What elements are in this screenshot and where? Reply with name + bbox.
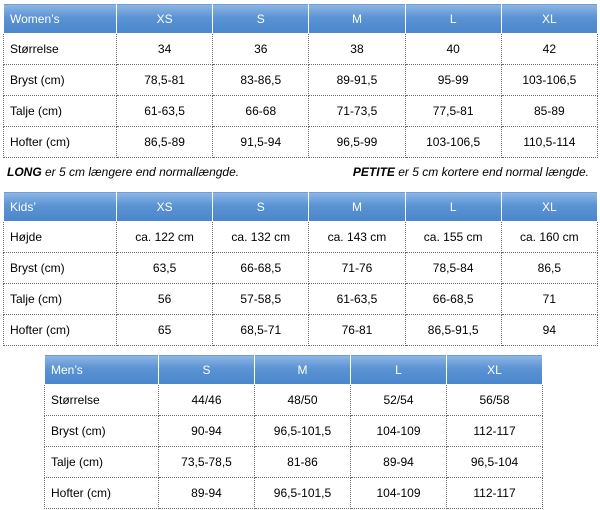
table-row xyxy=(45,385,543,416)
table-row xyxy=(4,284,598,315)
table-cell: 103-106,5 xyxy=(405,127,501,158)
table-cell: 66-68,5 xyxy=(213,253,309,284)
row-label: Bryst (cm) xyxy=(45,416,159,447)
table-header-row xyxy=(4,4,598,34)
table-cell: 48/50 xyxy=(255,385,351,416)
table-row xyxy=(45,416,543,447)
table-row xyxy=(45,478,543,509)
row-label: Højde xyxy=(4,222,117,253)
size-header: XL xyxy=(501,4,597,34)
table-cell: 61-63,5 xyxy=(117,96,213,127)
table-cell: 56 xyxy=(117,284,213,315)
table-cell: 104-109 xyxy=(351,478,447,509)
size-header: M xyxy=(309,192,405,222)
size-header: XL xyxy=(447,355,543,385)
length-notes xyxy=(7,163,589,183)
table-cell: 94 xyxy=(501,315,597,346)
size-header: M xyxy=(309,4,405,34)
table-cell: 71-76 xyxy=(309,253,405,284)
table-row xyxy=(4,222,598,253)
table-cell: 95-99 xyxy=(405,65,501,96)
table-cell: 36 xyxy=(213,34,309,65)
size-header: M xyxy=(255,355,351,385)
table-cell: 90-94 xyxy=(159,416,255,447)
table-cell: 57-58,5 xyxy=(213,284,309,315)
table-cell: 42 xyxy=(501,34,597,65)
table-cell: 89-91,5 xyxy=(309,65,405,96)
table-cell: 96,5-101,5 xyxy=(255,416,351,447)
long-note xyxy=(7,165,239,179)
table-cell: 83-86,5 xyxy=(213,65,309,96)
table-cell: 112-117 xyxy=(447,478,543,509)
size-header: S xyxy=(213,4,309,34)
table-cell: ca. 160 cm xyxy=(501,222,597,253)
table-cell: 56/58 xyxy=(447,385,543,416)
table-cell: 66-68 xyxy=(213,96,309,127)
table-cell: 86,5 xyxy=(501,253,597,284)
petite-note xyxy=(353,165,589,179)
table-cell: 103-106,5 xyxy=(501,65,597,96)
table-row xyxy=(4,34,598,65)
row-label: Talje (cm) xyxy=(4,96,117,127)
table-cell: 52/54 xyxy=(351,385,447,416)
row-label: Talje (cm) xyxy=(4,284,117,315)
size-header: XS xyxy=(117,4,213,34)
table-cell: 40 xyxy=(405,34,501,65)
table-cell: 66-68,5 xyxy=(405,284,501,315)
long-label: LONG xyxy=(7,165,42,179)
size-header: S xyxy=(159,355,255,385)
table-cell: 104-109 xyxy=(351,416,447,447)
long-note-text: er 5 cm længere end normallængde. xyxy=(41,165,240,179)
size-header: S xyxy=(213,192,309,222)
table-cell: ca. 155 cm xyxy=(405,222,501,253)
table-cell: 77,5-81 xyxy=(405,96,501,127)
table-cell: 68,5-71 xyxy=(213,315,309,346)
womens-size-table xyxy=(3,3,598,158)
size-header: XL xyxy=(501,192,597,222)
table-cell: 78,5-84 xyxy=(405,253,501,284)
row-label: Bryst (cm) xyxy=(4,65,117,96)
table-cell: 110,5-114 xyxy=(501,127,597,158)
size-header: L xyxy=(351,355,447,385)
table-row xyxy=(4,127,598,158)
table-cell: 34 xyxy=(117,34,213,65)
table-cell: 76-81 xyxy=(309,315,405,346)
table-cell: 73,5-78,5 xyxy=(159,447,255,478)
petite-note-text: er 5 cm kortere end normal længde. xyxy=(394,165,589,179)
table-header-row xyxy=(4,192,598,222)
table-header-row xyxy=(45,355,543,385)
table-cell: 78,5-81 xyxy=(117,65,213,96)
table-cell: 86,5-91,5 xyxy=(405,315,501,346)
petite-label: PETITE xyxy=(352,165,395,179)
table-cell: 44/46 xyxy=(159,385,255,416)
table-row xyxy=(4,96,598,127)
table-cell: 91,5-94 xyxy=(213,127,309,158)
table-cell: 86,5-89 xyxy=(117,127,213,158)
table-cell: 71-73,5 xyxy=(309,96,405,127)
row-label: Hofter (cm) xyxy=(45,478,159,509)
row-label: Størrelse xyxy=(45,385,159,416)
table-title: Kids’ xyxy=(4,192,117,222)
size-header: L xyxy=(405,4,501,34)
table-cell: 112-117 xyxy=(447,416,543,447)
table-cell: 96,5-99 xyxy=(309,127,405,158)
table-cell: 61-63,5 xyxy=(309,284,405,315)
table-cell: 38 xyxy=(309,34,405,65)
table-row xyxy=(45,447,543,478)
row-label: Hofter (cm) xyxy=(4,315,117,346)
row-label: Hofter (cm) xyxy=(4,127,117,158)
table-cell: 96,5-104 xyxy=(447,447,543,478)
table-title: Women’s xyxy=(4,4,117,34)
table-cell: 65 xyxy=(117,315,213,346)
row-label: Bryst (cm) xyxy=(4,253,117,284)
table-row xyxy=(4,65,598,96)
table-cell: ca. 143 cm xyxy=(309,222,405,253)
table-cell: ca. 122 cm xyxy=(117,222,213,253)
table-cell: 89-94 xyxy=(351,447,447,478)
size-header: XS xyxy=(117,192,213,222)
table-cell: 81-86 xyxy=(255,447,351,478)
table-cell: 85-89 xyxy=(501,96,597,127)
row-label: Størrelse xyxy=(4,34,117,65)
table-cell: 89-94 xyxy=(159,478,255,509)
table-row xyxy=(4,315,598,346)
size-header: L xyxy=(405,192,501,222)
table-cell: 96,5-101,5 xyxy=(255,478,351,509)
row-label: Talje (cm) xyxy=(45,447,159,478)
table-cell: 63,5 xyxy=(117,253,213,284)
mens-size-table xyxy=(44,354,543,509)
kids-size-table xyxy=(3,191,598,346)
table-cell: 71 xyxy=(501,284,597,315)
table-title: Men’s xyxy=(45,355,159,385)
table-cell: ca. 132 cm xyxy=(213,222,309,253)
table-row xyxy=(4,253,598,284)
